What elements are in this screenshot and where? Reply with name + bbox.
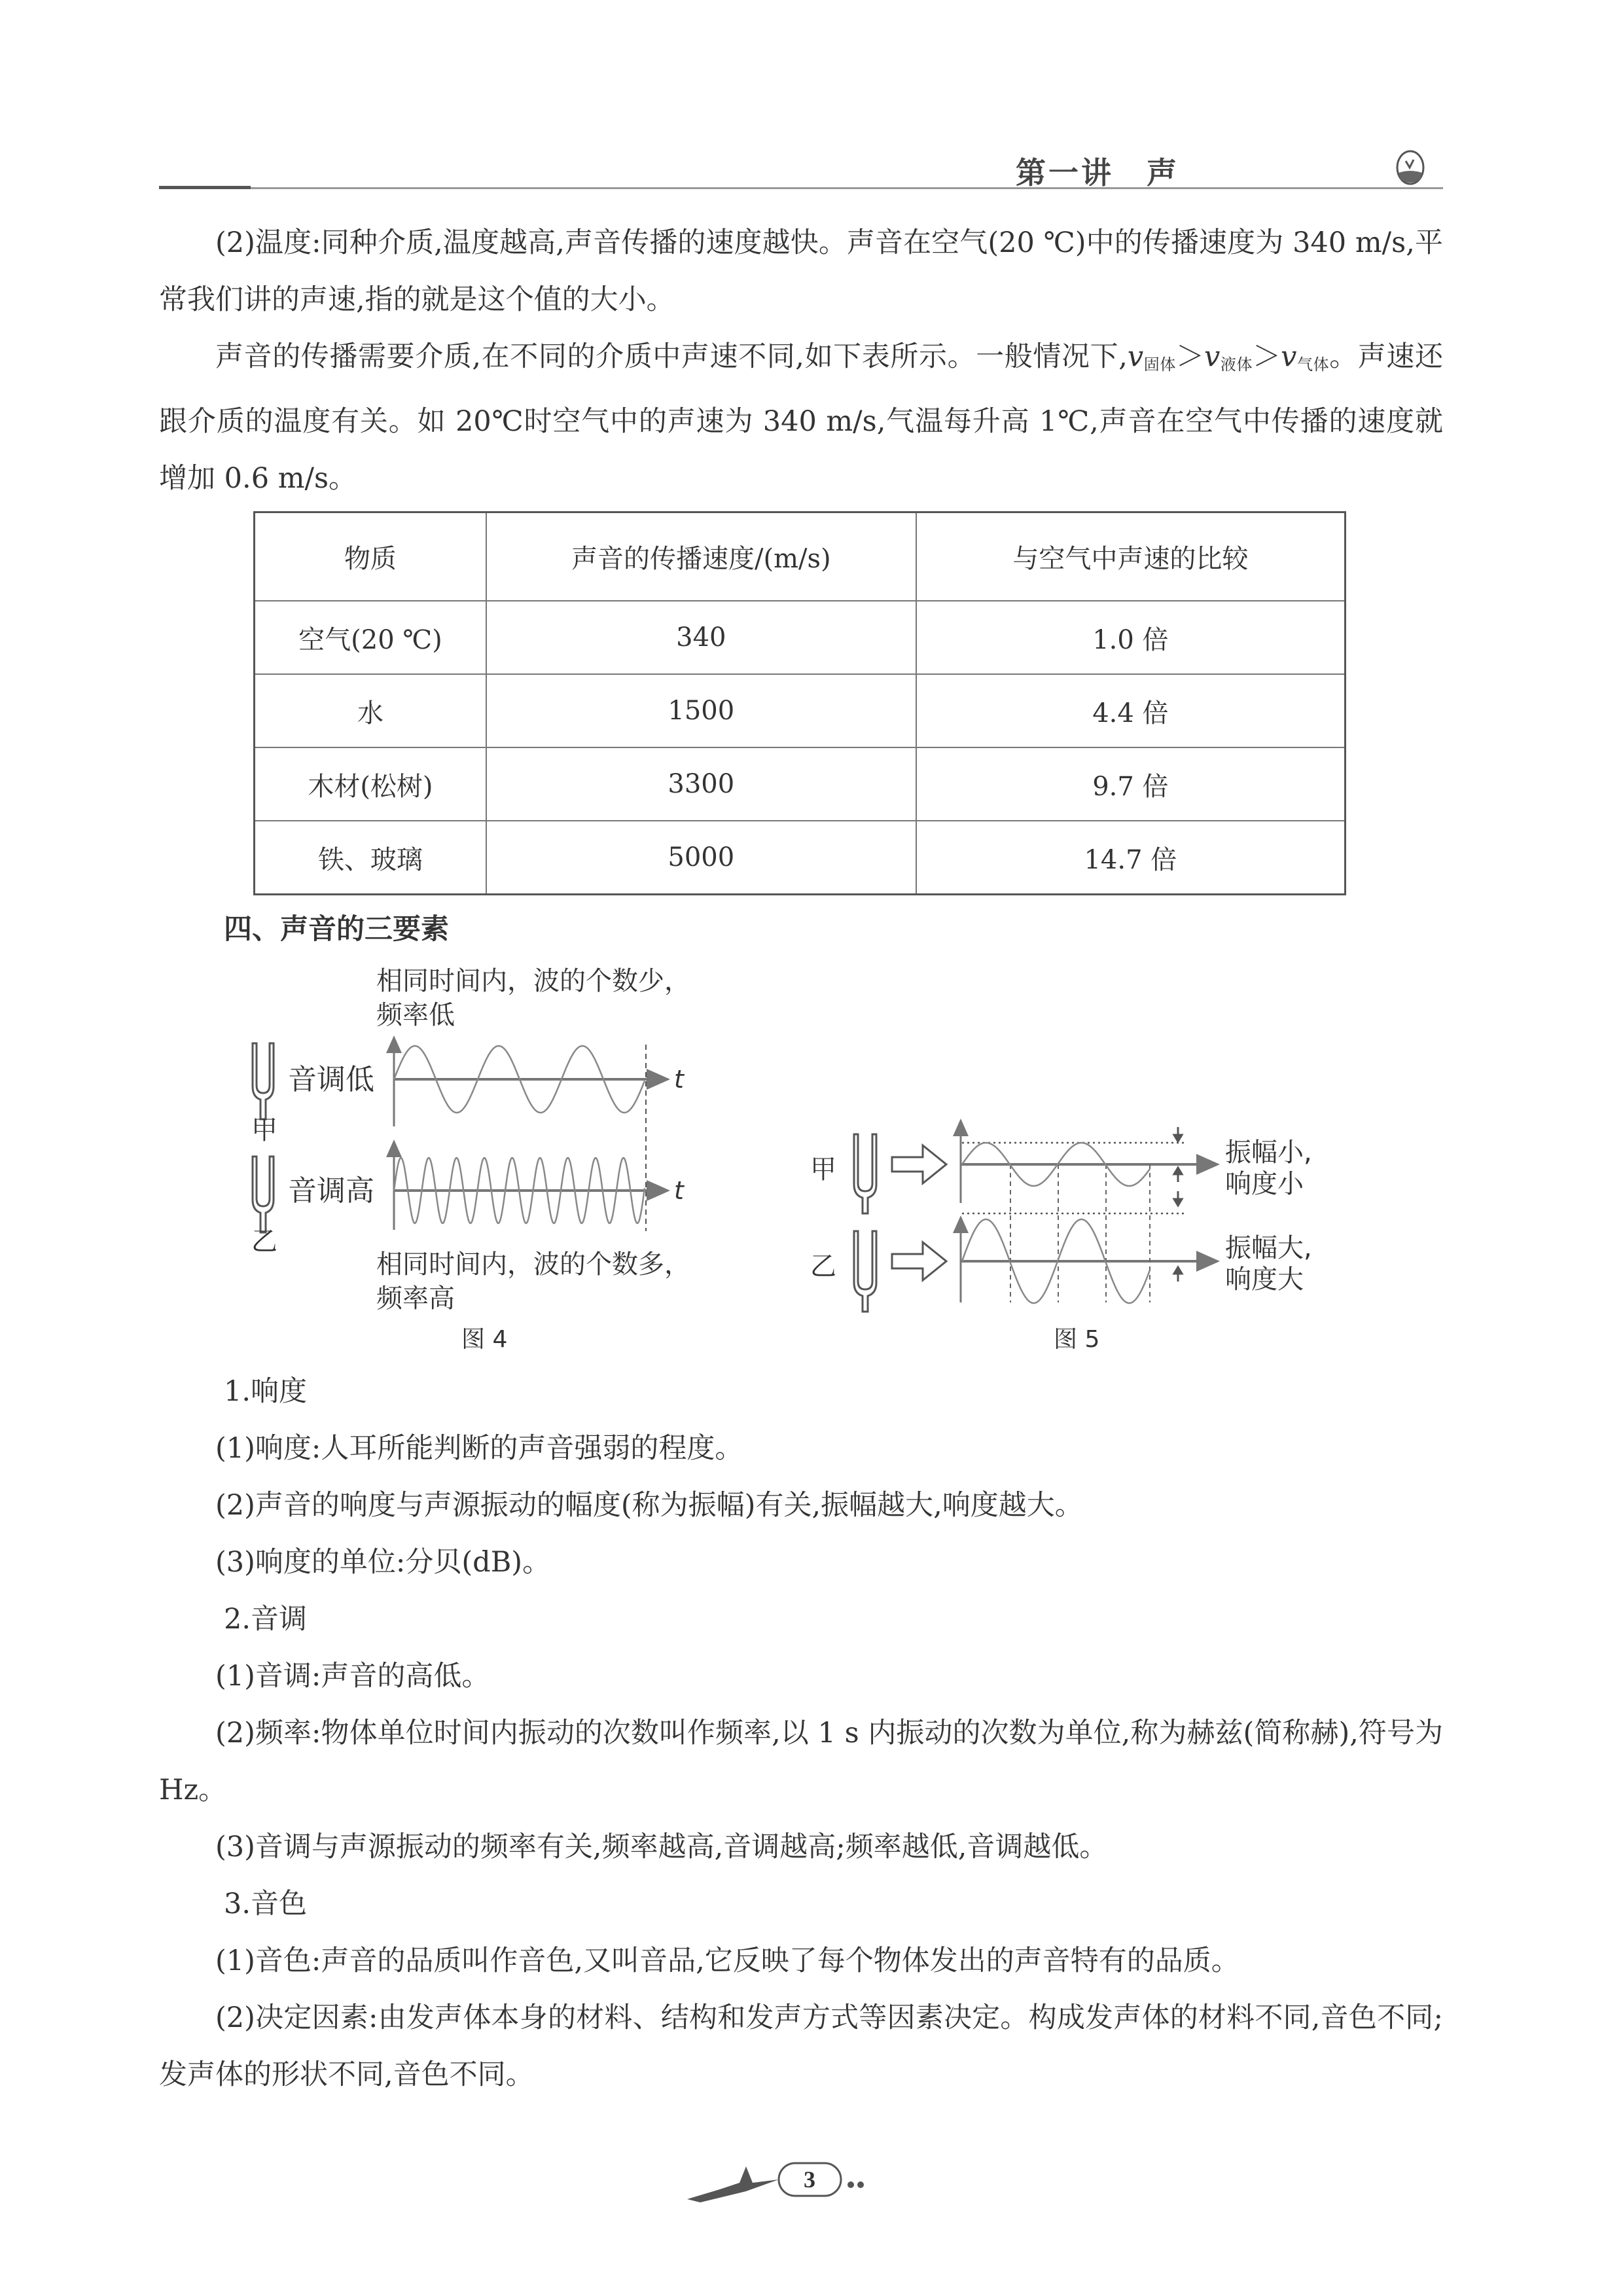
pitch-item: (1)音调:声音的高低。 (215, 1660, 490, 1693)
tuning-fork-icon (854, 1134, 876, 1213)
subscript-solid: 固体 (1143, 355, 1176, 374)
small-amplitude-label: 振幅小, (1225, 1138, 1312, 1168)
section-title: 四、声音的三要素 (224, 913, 449, 946)
timbre-item: (1)音色:声音的品质叫作音色,又叫音品,它反映了每个物体发出的声音特有的品质。 (215, 1945, 1240, 1977)
table-cell: 9.7 倍 (916, 747, 1346, 821)
table-header: 物质 (255, 512, 486, 601)
table-cell: 铁、玻璃 (255, 821, 486, 895)
loudness-title: 1.响度 (224, 1375, 308, 1408)
table-cell: 14.7 倍 (916, 821, 1346, 895)
fig4-top-note: 频率低 (376, 1000, 455, 1030)
figure-4 (251, 966, 690, 1353)
loudness-item: (1)响度:人耳所能判断的声音强弱的程度。 (215, 1432, 743, 1465)
fork-label-b: 乙 (251, 1227, 277, 1257)
amplitude-arrows-icon (1174, 1127, 1182, 1282)
low-pitch-label: 音调低 (288, 1063, 374, 1096)
low-loudness-label: 响度小 (1225, 1169, 1304, 1199)
medium-text-a: 声音的传播需要介质,在不同的介质中声速不同,如下表所示。一般情况下, (215, 340, 1128, 373)
table-cell: 3300 (486, 747, 916, 821)
table-header: 声音的传播速度/(m/s) (486, 512, 916, 601)
hollow-arrow-icon (892, 1242, 946, 1280)
elements-text (159, 1363, 1443, 2104)
pitch-item: (2)频率:物体单位时间内振动的次数叫作频率,以 1 s 内振动的次数为单位,称为赫兹(简称赫),符号为 Hz。 (159, 1717, 1443, 1806)
hollow-arrow-icon (892, 1145, 946, 1183)
tuning-fork-icon (253, 1043, 274, 1119)
figure-5 (810, 1121, 1312, 1353)
table-cell: 1.0 倍 (916, 601, 1346, 674)
table-cell: 4.4 倍 (916, 674, 1346, 747)
high-loudness-label: 响度大 (1225, 1265, 1304, 1295)
fork-label-a: 甲 (251, 1115, 277, 1145)
medium-text-b: 。声速还跟介质的温度有关。如 20℃时空气中的声速为 340 m/s,气温每升高 1℃,声音在空气中传播的速度就增加 0.6 m/s。 (159, 340, 1444, 495)
table-cell: 空气(20 ℃) (255, 601, 486, 674)
v-symbol: v (1204, 340, 1221, 373)
subscript-liquid: 液体 (1220, 355, 1253, 374)
fork-label-a: 甲 (810, 1155, 836, 1185)
subscript-gas: 气体 (1296, 355, 1330, 374)
table-cell: 水 (255, 674, 486, 747)
fork-label-b: 乙 (810, 1251, 836, 1282)
pitch-title: 2.音调 (224, 1603, 308, 1636)
tuning-fork-icon (854, 1231, 876, 1312)
large-amplitude-label: 振幅大, (1225, 1233, 1312, 1263)
tuning-fork-icon (253, 1157, 274, 1232)
fig4-caption: 图 4 (461, 1326, 508, 1353)
v-symbol: v (1127, 340, 1144, 373)
table-header: 与空气中声速的比较 (916, 512, 1346, 601)
fig4-top-note: 相同时间内，波的个数少， (376, 966, 690, 996)
page-number-badge (674, 2153, 890, 2206)
loudness-item: (3)响度的单位:分贝(dB)。 (215, 1546, 551, 1579)
table-cell: 1500 (486, 674, 916, 747)
pitch-item: (3)音调与声源振动的频率有关,频率越高,音调越高;频率越低,音调越低。 (215, 1831, 1108, 1863)
timbre-title: 3.音色 (224, 1888, 308, 1920)
high-pitch-label: 音调高 (288, 1174, 374, 1208)
table-cell: 木材(松树) (255, 747, 486, 821)
page-number: 3 (804, 2166, 815, 2193)
greater-than: ＞ (1175, 340, 1204, 373)
time-axis-label: t (674, 1176, 684, 1205)
chapter-title: 第一讲 声 (1016, 155, 1179, 190)
time-axis-label: t (674, 1065, 684, 1094)
loudness-item: (2)声音的响度与声源振动的幅度(称为振幅)有关,振幅越大,响度越大。 (215, 1489, 1083, 1522)
greater-than: ＞ (1253, 340, 1281, 373)
table-cell: 340 (486, 601, 916, 674)
fig4-bottom-note: 相同时间内，波的个数多， (376, 1249, 690, 1280)
fig4-bottom-note: 频率高 (376, 1283, 455, 1314)
timbre-item: (2)决定因素:由发声体本身的材料、结构和发声方式等因素决定。构成发声体的材料不同,音色不同;发声体的形状不同,音色不同。 (159, 2001, 1443, 2091)
table-cell: 5000 (486, 821, 916, 895)
v-symbol: v (1281, 340, 1297, 373)
temperature-paragraph: (2)温度:同种介质,温度越高,声音传播的速度越快。声音在空气(20 ℃)中的传播速度为 340 m/s,平常我们讲的声速,指的就是这个值的大小。 (159, 226, 1443, 316)
fig5-caption: 图 5 (1054, 1326, 1100, 1353)
runner-logo-icon (687, 2166, 779, 2202)
